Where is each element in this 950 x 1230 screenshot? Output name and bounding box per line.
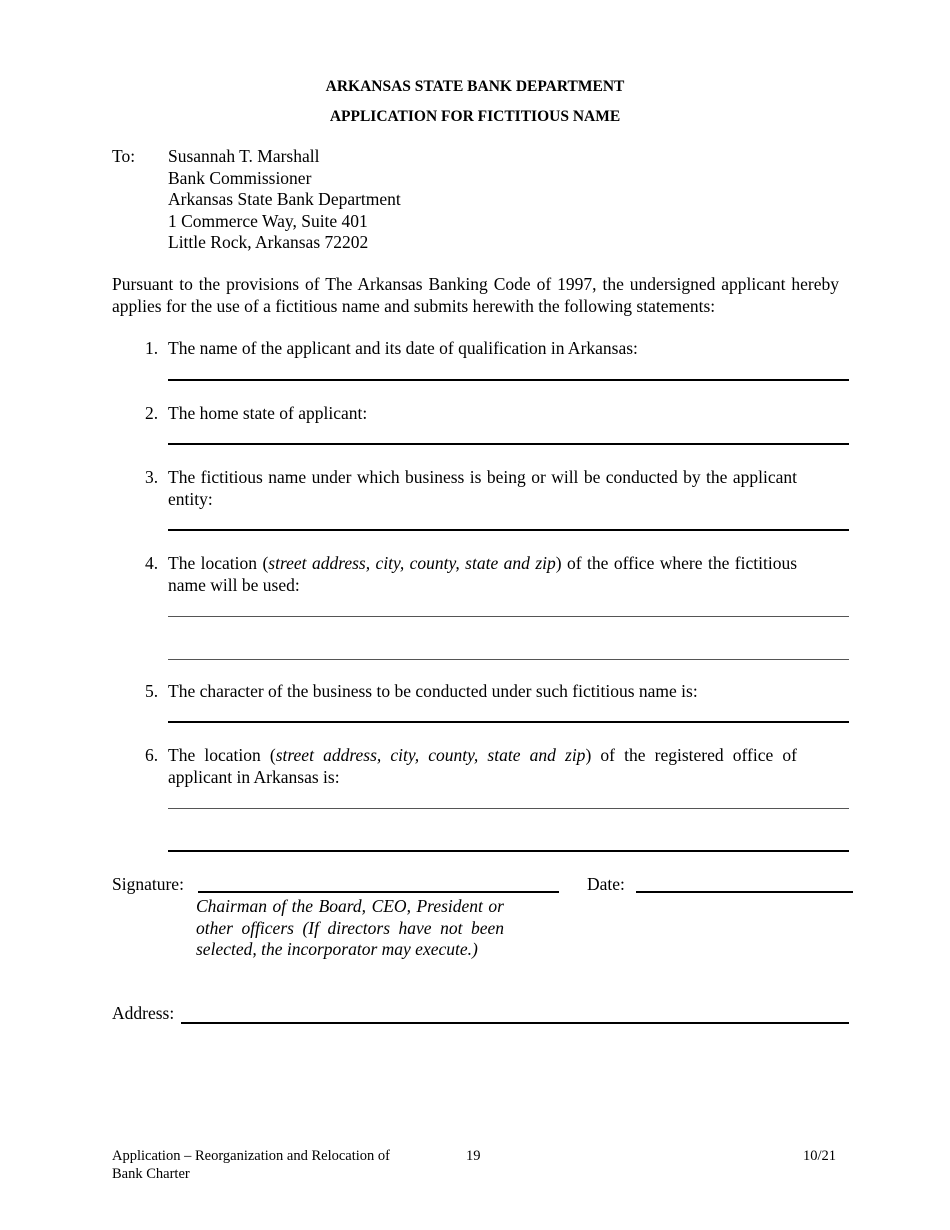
item-2-answer-line[interactable]	[168, 443, 849, 445]
item-3-text: The fictitious name under which business is being or will be conducted by the applicant entity:	[168, 467, 797, 509]
item-6-text-pre: The location (	[168, 745, 276, 765]
item-1-number: 1.	[145, 338, 159, 358]
item-1-text: The name of the applicant and its date of qualification in Arkansas:	[168, 338, 638, 358]
item-4-text	[168, 553, 797, 596]
item-4-text-pre: The location (	[168, 553, 269, 573]
recipient-city: Little Rock, Arkansas 72202	[168, 232, 369, 252]
item-5-text: The character of the business to be conducted under such fictitious name is:	[168, 681, 698, 701]
item-2-number: 2.	[145, 403, 159, 423]
item-4-text-italic: street address, city, county, state and zip	[268, 553, 556, 573]
footer-document-title: Application – Reorganization and Relocation of Bank Charter	[112, 1148, 390, 1182]
footer-revision: 10/21	[803, 1148, 837, 1164]
form-title: APPLICATION FOR FICTITIOUS NAME	[329, 108, 621, 125]
recipient-name: Susannah T. Marshall	[168, 146, 320, 166]
item-5-number: 5.	[145, 681, 159, 701]
signature-line[interactable]	[198, 891, 559, 893]
item-6-answer-line-1[interactable]	[168, 808, 849, 809]
signature-label: Signature:	[112, 874, 184, 894]
department-heading: ARKANSAS STATE BANK DEPARTMENT	[325, 78, 625, 95]
recipient-address	[168, 146, 401, 254]
item-3-number: 3.	[145, 467, 159, 487]
item-6-text-post: ) of the registered office of applicant in Arkansas is:	[168, 745, 798, 787]
intro-paragraph: Pursuant to the provisions of The Arkansas Banking Code of 1997, the undersigned applicant hereby applies for the use of a fictitious name and submits herewith the following statements:	[112, 274, 839, 316]
item-4-number: 4.	[145, 553, 159, 573]
recipient-organization: Arkansas State Bank Department	[168, 189, 401, 209]
item-1-answer-line[interactable]	[168, 379, 849, 381]
signature-note: Chairman of the Board, CEO, President or other officers (If directors have not been selected, the incorporator may execute.)	[196, 896, 504, 959]
item-3-answer-line[interactable]	[168, 529, 849, 531]
item-5-answer-line[interactable]	[168, 721, 849, 723]
item-2-text: The home state of applicant:	[168, 403, 368, 423]
item-6-text-italic: street address, city, county, state and zip	[275, 745, 586, 765]
item-4-answer-line-2[interactable]	[168, 659, 849, 660]
item-6-number: 6.	[145, 745, 159, 765]
address-line[interactable]	[181, 1022, 849, 1024]
date-line[interactable]	[636, 891, 853, 893]
address-label: Address:	[112, 1003, 175, 1023]
item-4-text-post: ) of the office where the fictitious name will be used:	[168, 553, 797, 595]
recipient-title: Bank Commissioner	[168, 167, 312, 188]
recipient-street: 1 Commerce Way, Suite 401	[168, 210, 368, 231]
footer-page-number: 19	[466, 1148, 481, 1164]
to-label: To:	[112, 146, 136, 166]
item-4-answer-line-1[interactable]	[168, 616, 849, 617]
date-label: Date:	[587, 874, 625, 894]
item-6-text	[168, 745, 797, 788]
item-6-answer-line-2[interactable]	[168, 850, 849, 852]
